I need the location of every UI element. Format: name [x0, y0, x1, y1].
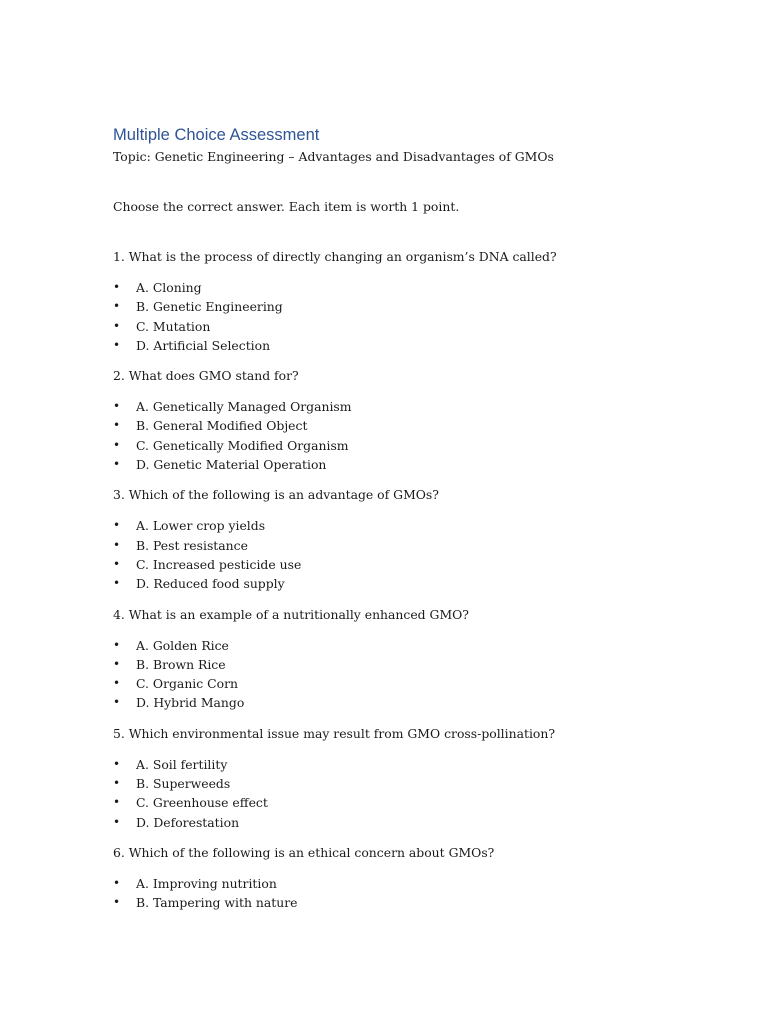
answer-option-label: A. Lower crop yields [136, 518, 266, 534]
question-list [113, 248, 713, 913]
answer-option-label: D. Reduced food supply [136, 576, 285, 592]
bullet-icon: • [113, 795, 121, 810]
answer-option-label: C. Genetically Modified Organism [136, 437, 349, 453]
answer-option [113, 336, 713, 355]
answer-option [113, 893, 713, 912]
document-instructions: Choose the correct answer. Each item is worth 1 point. [113, 199, 460, 214]
answer-option-label: A. Genetically Managed Organism [136, 399, 352, 415]
answer-option-label: C. Greenhouse effect [136, 795, 268, 811]
answer-option-label: C. Mutation [136, 318, 211, 334]
answer-options [113, 516, 713, 593]
bullet-icon: • [113, 895, 121, 910]
answer-option-label: D. Genetic Material Operation [136, 457, 327, 473]
answer-option-label: A. Golden Rice [136, 637, 229, 653]
answer-option-label: B. Genetic Engineering [136, 299, 283, 315]
answer-option [113, 793, 713, 812]
answer-option [113, 693, 713, 712]
question-block [113, 606, 713, 713]
question-block [113, 248, 713, 355]
document-page [113, 124, 713, 913]
question-text: 3. Which of the following is an advantage of GMOs? [113, 487, 439, 503]
bullet-icon: • [113, 299, 121, 314]
answer-option-label: B. Pest resistance [136, 537, 248, 553]
answer-option [113, 813, 713, 832]
answer-options [113, 636, 713, 713]
bullet-icon: • [113, 875, 121, 890]
bullet-icon: • [113, 537, 121, 552]
question-text: 1. What is the process of directly changing an organism’s DNA called? [113, 249, 557, 264]
answer-option-label: B. General Modified Object [136, 418, 308, 434]
document-topic: Topic: Genetic Engineering – Advantages and Disadvantages of GMOs [113, 149, 554, 164]
answer-options [113, 278, 713, 355]
answer-option [113, 317, 713, 336]
question-block [113, 725, 713, 832]
answer-option [113, 774, 713, 793]
answer-option [113, 555, 713, 574]
bullet-icon: • [113, 437, 121, 452]
bullet-icon: • [113, 399, 121, 414]
answer-option-label: A. Improving nutrition [136, 875, 277, 891]
answer-option-label: C. Increased pesticide use [136, 556, 302, 572]
bullet-icon: • [113, 576, 121, 591]
answer-option-label: C. Organic Corn [136, 676, 238, 692]
bullet-icon: • [113, 656, 121, 671]
answer-option [113, 397, 713, 416]
answer-option [113, 636, 713, 655]
bullet-icon: • [113, 676, 121, 691]
answer-option [113, 674, 713, 693]
bullet-icon: • [113, 418, 121, 433]
bullet-icon: • [113, 457, 121, 472]
question-text: 2. What does GMO stand for? [113, 368, 299, 384]
bullet-icon: • [113, 518, 121, 533]
answer-option-label: A. Cloning [136, 280, 202, 295]
answer-option [113, 655, 713, 674]
answer-options [113, 397, 713, 474]
question-text: 4. What is an example of a nutritionally enhanced GMO? [113, 606, 469, 622]
answer-option-label: B. Tampering with nature [136, 895, 298, 911]
answer-option [113, 297, 713, 316]
bullet-icon: • [113, 756, 121, 771]
question-text: 5. Which environmental issue may result from GMO cross-pollination? [113, 725, 555, 741]
answer-option [113, 436, 713, 455]
answer-option [113, 755, 713, 774]
answer-options [113, 874, 713, 913]
answer-option [113, 536, 713, 555]
answer-options [113, 755, 713, 832]
answer-option-label: A. Soil fertility [136, 756, 228, 772]
answer-option-label: D. Hybrid Mango [136, 695, 245, 711]
bullet-icon: • [113, 556, 121, 571]
question-block [113, 367, 713, 474]
document-title: Multiple Choice Assessment [113, 126, 320, 144]
bullet-icon: • [113, 695, 121, 710]
answer-option-label: B. Brown Rice [136, 656, 226, 672]
answer-option-label: D. Artificial Selection [136, 337, 271, 353]
answer-option [113, 278, 713, 297]
question-block [113, 486, 713, 593]
bullet-icon: • [113, 776, 121, 791]
answer-option [113, 516, 713, 535]
answer-option [113, 874, 713, 893]
bullet-icon: • [113, 337, 121, 352]
bullet-icon: • [113, 318, 121, 333]
answer-option [113, 416, 713, 435]
question-block [113, 844, 713, 913]
bullet-icon: • [113, 637, 121, 652]
answer-option [113, 574, 713, 593]
question-text: 6. Which of the following is an ethical concern about GMOs? [113, 844, 495, 860]
bullet-icon: • [113, 280, 121, 294]
answer-option-label: B. Superweeds [136, 776, 231, 792]
bullet-icon: • [113, 814, 121, 829]
answer-option-label: D. Deforestation [136, 814, 240, 830]
answer-option [113, 455, 713, 474]
